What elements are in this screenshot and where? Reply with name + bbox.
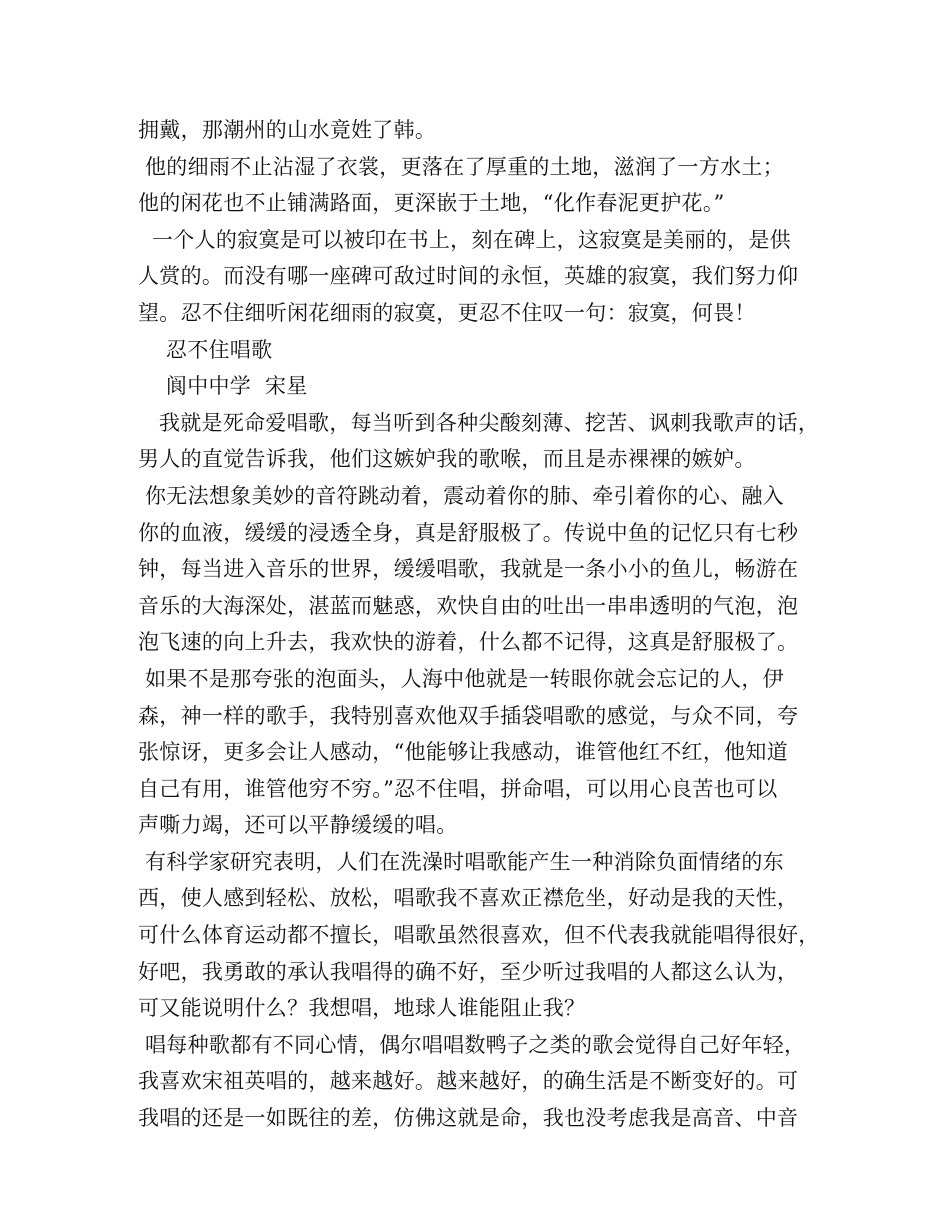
text-line: 我唱的还是一如既往的差，仿佛这就是命，我也没考虑我是高音、中音 (138, 1106, 799, 1131)
text-line: 你的血液，缓缓的浸透全身，真是舒服极了。传说中鱼的记忆只有七秒 (138, 520, 799, 545)
text-line: 我就是死命爱唱歌，每当听到各种尖酸刻薄、挖苦、讽刺我歌声的话， (138, 410, 820, 435)
text-line: 如果不是那夸张的泡面头，人海中他就是一转眼你就会忘记的人，伊 (138, 666, 784, 691)
text-line: 一个人的寂寞是可以被印在书上，刻在碑上，这寂寞是美丽的，是供 (138, 227, 791, 252)
text-line: 有科学家研究表明，人们在洗澡时唱歌能产生一种消除负面情绪的东 (138, 849, 784, 874)
text-line: 拥戴，那潮州的山水竟姓了韩。 (138, 118, 437, 142)
text-line: 自己有用，谁管他穷不穷。”忍不住唱，拼命唱，可以用心良苦也可以 (138, 776, 778, 801)
text-line: 钟，每当进入音乐的世界，缓缓唱歌，我就是一条小小的鱼儿，畅游在 (138, 557, 799, 582)
text-line: 男人的直觉告诉我，他们这嫉妒我的歌喉，而且是赤裸裸的嫉妒。 (138, 447, 756, 472)
author-line: 阆中中学 宋星 (138, 374, 308, 399)
text-line: 可又能说明什么？我想唱，地球人谁能阻止我？ (138, 996, 586, 1021)
text-line: 西，使人感到轻松、放松，唱歌我不喜欢正襟危坐，好动是我的天性， (138, 886, 799, 911)
text-line: 人赏的。而没有哪一座碑可敌过时间的永恒，英雄的寂寞，我们努力仰 (138, 264, 799, 289)
text-line: 森，神一样的歌手，我特别喜欢他双手插袋唱歌的感觉，与众不同，夸 (138, 703, 799, 728)
text-line: 好吧，我勇敢的承认我唱得的确不好，至少听过我唱的人都这么认为， (138, 959, 799, 984)
document-body (138, 112, 838, 1137)
text-line: 泡飞速的向上升去，我欢快的游着，什么都不记得，这真是舒服极了。 (138, 630, 799, 655)
text-line: 声嘶力竭，还可以平静缓缓的唱。 (138, 813, 458, 838)
text-line: 可什么体育运动都不擅长，唱歌虽然很喜欢，但不代表我就能唱得很好， (138, 923, 820, 948)
text-line: 张惊讶，更多会让人感动，“他能够让我感动，谁管他红不红，他知道 (138, 740, 789, 765)
text-line: 我喜欢宋祖英唱的，越来越好。越来越好，的确生活是不断变好的。可 (138, 1069, 799, 1094)
text-line: 你无法想象美妙的音符跳动着，震动着你的肺、牵引着你的心、融入 (138, 483, 784, 508)
text-line: 他的细雨不止沾湿了衣裳，更落在了厚重的土地，滋润了一方水土； (138, 154, 784, 179)
text-line: 音乐的大海深处，湛蓝而魅惑，欢快自由的吐出一串串透明的气泡，泡 (138, 593, 799, 618)
text-line: 唱每种歌都有不同心情，偶尔唱唱数鸭子之类的歌会觉得自己好年轻， (138, 1032, 806, 1057)
text-line: 他的闲花也不止铺满路面，更深嵌于土地，“化作春泥更护花。” (138, 191, 725, 216)
section-title: 忍不住唱歌 (138, 337, 273, 362)
text-line: 望。忍不住细听闲花细雨的寂寞，更忍不住叹一句：寂寞，何畏！ (138, 300, 756, 325)
